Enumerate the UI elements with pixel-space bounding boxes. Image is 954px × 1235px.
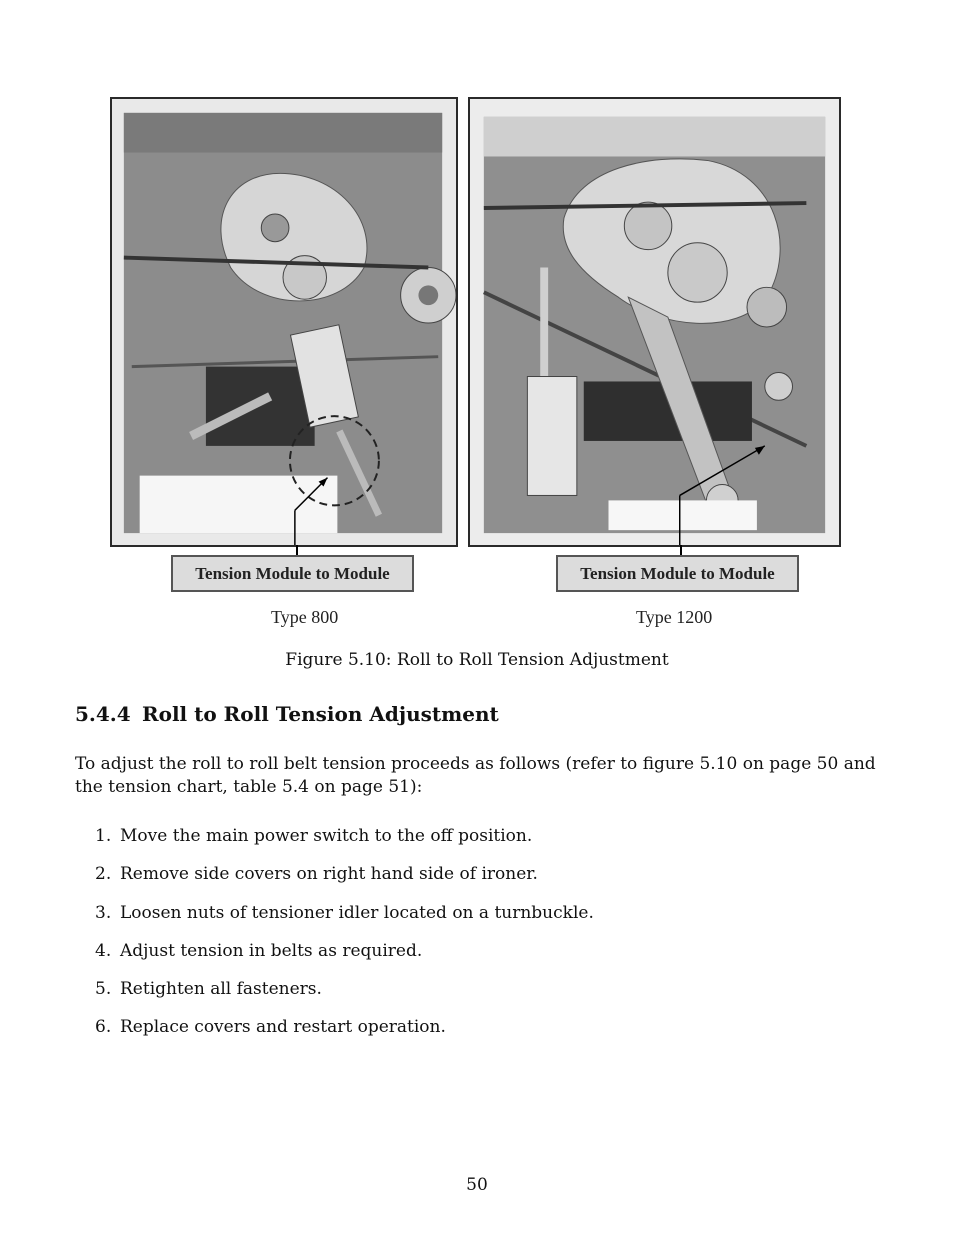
callout-tension-module-right: Tension Module to Module	[556, 555, 799, 592]
step-number: 3.	[95, 902, 112, 923]
step-number: 5.	[95, 979, 112, 1000]
list-item	[95, 940, 875, 978]
section-heading	[75, 702, 499, 726]
list-item	[95, 1016, 875, 1054]
figure-caption: Figure 5.10: Roll to Roll Tension Adjustment	[285, 650, 669, 670]
list-item	[95, 863, 875, 901]
list-item	[95, 825, 875, 863]
type-label-800: Type 800	[271, 607, 339, 627]
list-item	[95, 978, 875, 1016]
list-item	[95, 902, 875, 940]
section-number: 5.4.4	[75, 702, 131, 726]
type-label-1200: Type 1200	[636, 607, 713, 627]
step-text: Replace covers and restart operation.	[120, 1017, 446, 1038]
step-text: Remove side covers on right hand side of ironer.	[120, 864, 538, 885]
callout-tension-module-left: Tension Module to Module	[171, 555, 414, 592]
step-number: 6.	[95, 1017, 112, 1038]
step-number: 2.	[95, 864, 112, 885]
type-1200-photo	[468, 97, 841, 547]
step-text: Loosen nuts of tensioner idler located on a turnbuckle.	[120, 902, 594, 923]
step-number: 4.	[95, 940, 112, 961]
step-text: Move the main power switch to the off position.	[120, 826, 533, 846]
step-text: Retighten all fasteners.	[120, 979, 322, 1000]
step-text: Adjust tension in belts as required.	[120, 940, 423, 961]
page-number: 50	[466, 1175, 488, 1195]
procedure-list	[95, 825, 875, 1055]
intro-paragraph: To adjust the roll to roll belt tension proceeds as follows (refer to figure 5.10 on page 50 and the tension chart, table 5.4 on page 51):	[75, 754, 876, 797]
section-title: Roll to Roll Tension Adjustment	[142, 702, 499, 726]
step-number: 1.	[95, 826, 112, 846]
type-800-photo	[110, 97, 458, 547]
